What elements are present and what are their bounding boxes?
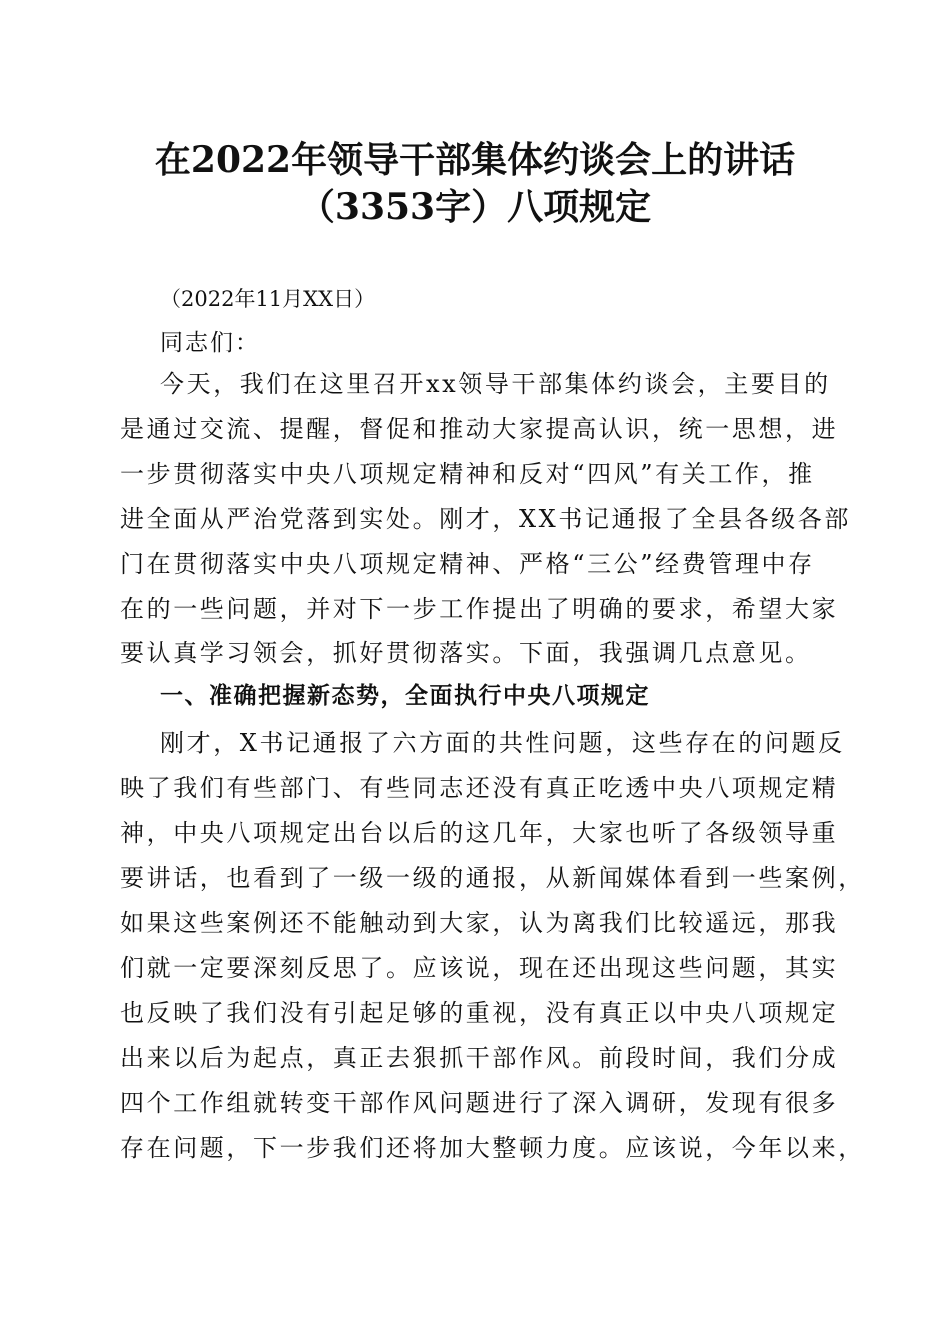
document-title-line-1: 在2022年领导干部集体约谈会上的讲话 (154, 139, 796, 181)
document-title-line-2: （3353字）八项规定 (298, 186, 652, 228)
paragraph-1-line: 门在贯彻落实中央八项规定精神、严格“三公”经费管理中存 (120, 550, 815, 578)
greeting: 同志们： (160, 330, 260, 356)
paragraph-1-line: 是通过交流、提醒，督促和推动大家提高认识，统一思想，进 (120, 415, 839, 443)
paragraph-2-line: 如果这些案例还不能触动到大家，认为离我们比较遥远，那我 (120, 909, 839, 937)
paragraph-2-line: 映了我们有些部门、有些同志还没有真正吃透中央八项规定精 (120, 774, 839, 802)
paragraph-2-line: 刚才，X书记通报了六方面的共性问题，这些存在的问题反 (160, 729, 845, 757)
section-heading: 一、准确把握新态势，全面执行中央八项规定 (160, 683, 650, 709)
paragraph-1-line: 要认真学习领会，抓好贯彻落实。下面，我强调几点意见。 (120, 639, 812, 667)
speech-date: （2022年11月XX日） (160, 287, 376, 311)
paragraph-2-line: 存在问题，下一步我们还将加大整顿力度。应该说，今年以来， (120, 1134, 865, 1162)
paragraph-2-line: 要讲话，也看到了一级一级的通报，从新闻媒体看到一些案例， (120, 864, 865, 892)
paragraph-1-line: 在的一些问题，并对下一步工作提出了明确的要求，希望大家 (120, 595, 839, 623)
paragraph-2-line: 四个工作组就转变干部作风问题进行了深入调研，发现有很多 (120, 1089, 839, 1117)
paragraph-2-line: 出来以后为起点，真正去狠抓干部作风。前段时间，我们分成 (120, 1044, 839, 1072)
paragraph-2-line: 也反映了我们没有引起足够的重视，没有真正以中央八项规定 (120, 999, 839, 1027)
paragraph-1-line: 进全面从严治党落到实处。刚才，XX书记通报了全县各级各部 (120, 505, 851, 533)
paragraph-2-line: 神，中央八项规定出台以后的这几年，大家也听了各级领导重 (120, 819, 839, 847)
paragraph-1-line: 一步贯彻落实中央八项规定精神和反对“四风”有关工作，推 (120, 460, 815, 488)
paragraph-2-line: 们就一定要深刻反思了。应该说，现在还出现这些问题，其实 (120, 954, 839, 982)
paragraph-1-line: 今天，我们在这里召开xx领导干部集体约谈会，主要目的 (160, 370, 831, 398)
